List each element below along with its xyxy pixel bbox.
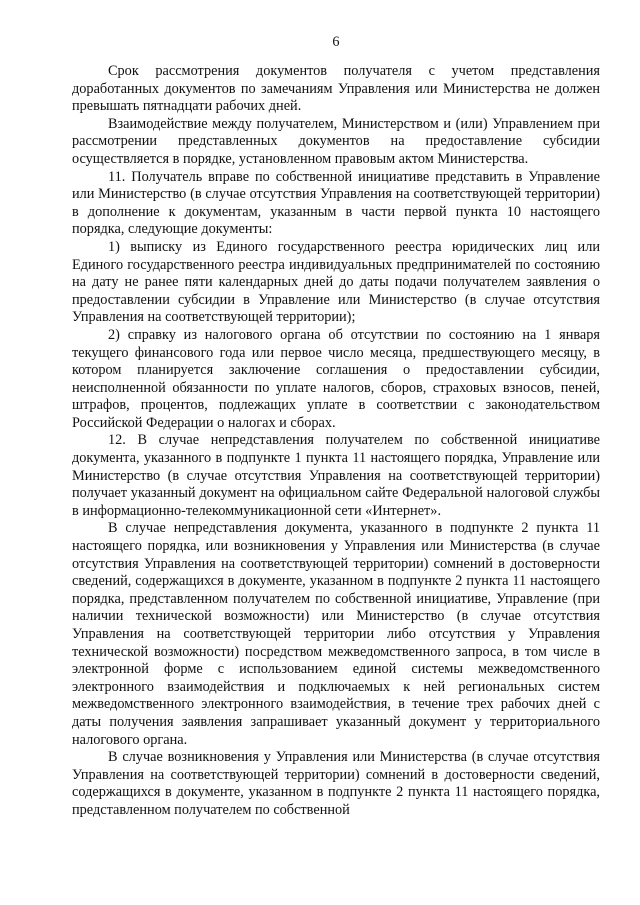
paragraph-review-term: Срок рассмотрения документов получателя с учетом представления доработанных документов по замечаниям Управления или Министерства не должен превышать пятнадцати рабочих дней. (72, 63, 600, 115)
paragraph-doubts: В случае возникновения у Управления или Министерства (в случае отсутствия Управления на соответствующей территории) сомнений в достоверности сведений, содержащихся в документе, указанном в подпункте 2 пункта 11 настоящего порядка, представленном получателем по собственной (72, 749, 600, 818)
paragraph-subitem-1: 1) выписку из Единого государственного реестра юридических лиц или Единого государственного реестра индивидуальных предпринимателей по состоянию на дату не ранее пяти календарных дней до даты подачи получателем заявления о предоставлении субсидии в Управление или Министерство (в случае отсутствия Управления на соответствующей территории); (72, 238, 600, 326)
page-number: 6 (332, 34, 340, 50)
paragraph-item-11: 11. Получатель вправе по собственной инициативе представить в Управление или Министерство (в случае отсутствия Управления на соответствующей территории) в дополнение к документам, указанным в части первой пункта 10 настоящего порядка, следующие документы: (72, 168, 600, 238)
paragraph-subitem-2: 2) справку из налогового органа об отсутствии по состоянию на 1 января текущего финансового года или первое число месяца, предшествующего месяцу, в котором планируется заключение соглашения о предоставлении субсидии, неисполненной обязанности по уплате налогов, сборов, страховых взносов, пеней, штрафов, процентов, подлежащих уплате в соответствии с законодательством Российской Федерации о налогах и сборах. (72, 326, 600, 431)
paragraph-nonsubmission: В случае непредставления документа, указанного в подпункте 2 пункта 11 настоящего порядка, или возникновения у Управления или Министерства (в случае отсутствия Управления на соответствующей территории) сомнений в достоверности сведений, содержащихся в документе, указанном в подпункте 2 пункта 11 настоящего порядка, представленном получателем по собственной инициативе, Управление (при наличии технической возможности) или Министерство (в случае отсутствия Управления на соответствующей территории либо отсутствия у Управления технической возможности) посредством межведомственного запроса, в том числе в электронной форме с использованием единой системы межведомственного электронного взаимодействия и подключаемых к ней региональных систем межведомственного электронного взаимодействия, в течение трех рабочих дней с даты получения заявления запрашивает указанный документ у территориального налогового органа. (72, 520, 600, 748)
paragraph-item-12: 12. В случае непредставления получателем по собственной инициативе документа, указанного в подпункте 1 пункта 11 настоящего порядка, Управление или Министерство (в случае отсутствия Управления на соответствующей территории) получает указанный документ на официальном сайте Федеральной налоговой службы в информационно-телекоммуникационной сети «Интернет». (72, 432, 600, 519)
paragraph-interaction: Взаимодействие между получателем, Министерством и (или) Управлением при рассмотрении представленных документов на предоставление субсидии осуществляется в порядке, установленном правовым актом Министерства. (72, 115, 600, 167)
